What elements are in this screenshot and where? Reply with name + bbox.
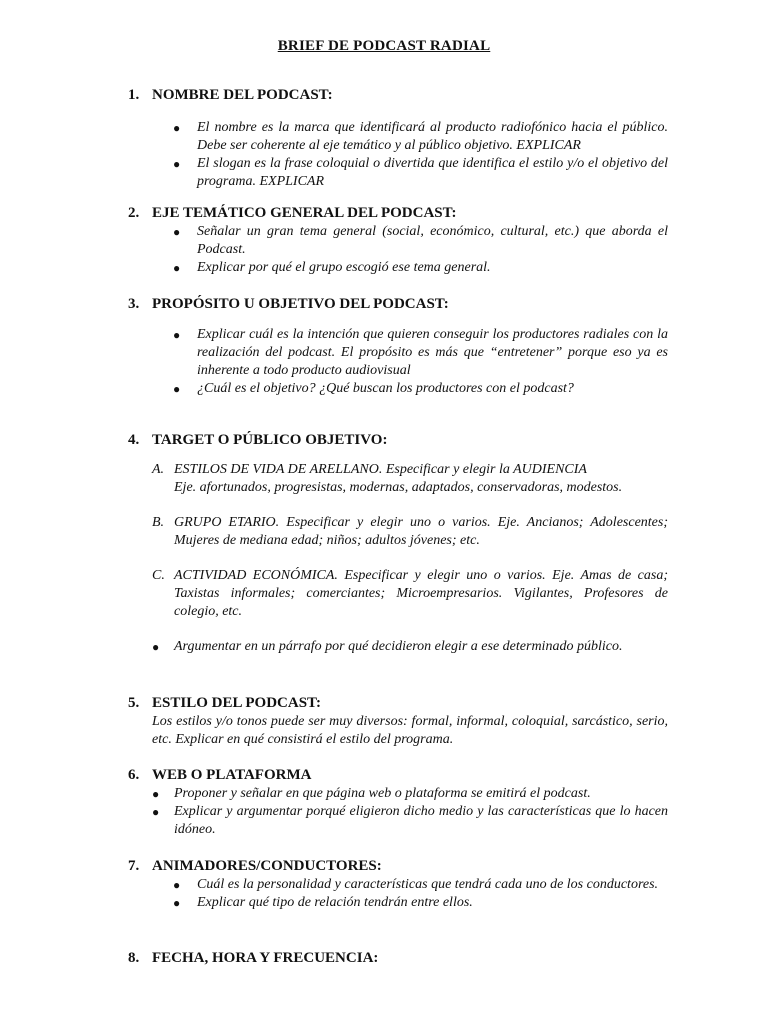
section-heading: 6. WEB O PLATAFORMA: [128, 767, 312, 783]
bullet-item: ● Argumentar en un párrafo por qué decidieron elegir a ese determinado público.: [152, 639, 623, 654]
section-eje-tematico: [128, 204, 668, 277]
bullet-icon: ●: [152, 640, 160, 654]
bullet-icon: ●: [173, 382, 181, 396]
bullet-icon: ●: [173, 328, 181, 342]
bullet-item: ● Cuál es la personalidad y características que tendrá cada uno de los conductores.: [173, 877, 659, 892]
bullet-icon: ●: [152, 787, 160, 801]
bullet-icon: ●: [173, 225, 181, 239]
bullet-icon: ●: [173, 121, 181, 135]
bullet-list: [128, 326, 668, 398]
bullet-icon: ●: [152, 805, 160, 819]
lettered-item-b: B. GRUPO ETARIO. Especificar y elegir uno o varios. Eje. Ancianos; Adolescentes; Mujeres de mediana edad; niños; adultos jóvenes; etc.: [152, 515, 668, 548]
section-heading: 5. ESTILO DEL PODCAST:: [128, 695, 321, 711]
bullet-list: [128, 223, 668, 277]
bullet-item: ● Explicar y argumentar porqué eligieron dicho medio y las características que lo hacen idóneo.: [152, 804, 668, 837]
bullet-item: ● Señalar un gran tema general (social, económico, cultural, etc.) que aborda el Podcast.: [173, 224, 668, 257]
section-nombre: [128, 86, 668, 191]
section-animadores: [128, 857, 668, 912]
bullet-item: ● El nombre es la marca que identificará al producto radiofónico hacia el público. Debe ser coherente al eje temático y al público objetivo. EXPLICAR: [173, 120, 668, 153]
bullet-item: ● ¿Cuál es el objetivo? ¿Qué buscan los productores con el podcast?: [173, 381, 574, 396]
section-heading: 3. PROPÓSITO U OBJETIVO DEL PODCAST:: [128, 296, 449, 312]
section-heading: 8. FECHA, HORA Y FRECUENCIA:: [128, 950, 379, 966]
document-title: BRIEF DE PODCAST RADIAL: [277, 38, 491, 54]
section-web: [128, 766, 668, 839]
section-heading: 1. NOMBRE DEL PODCAST:: [128, 87, 333, 103]
bullet-list: [128, 876, 668, 912]
bullet-item: ● El slogan es la frase coloquial o divertida que identifica el estilo y/o el objetivo del programa. EXPLICAR: [173, 156, 668, 189]
bullet-list: [128, 638, 668, 656]
bullet-icon: ●: [173, 261, 181, 275]
section-fecha: [128, 949, 668, 967]
bullet-list: [128, 119, 668, 191]
section-heading: 7. ANIMADORES/CONDUCTORES:: [128, 858, 382, 874]
bullet-icon: ●: [173, 896, 181, 910]
bullet-list: [128, 785, 668, 839]
bullet-icon: ●: [173, 878, 181, 892]
bullet-item: ● Proponer y señalar en que página web o plataforma se emitirá el podcast.: [152, 786, 591, 801]
bullet-item: ● Explicar cuál es la intención que quieren conseguir los productores radiales con la realización del podcast. El propósito es más que “entretener” porque eso ya es inherente a todo producto audiovisual: [173, 327, 668, 378]
bullet-item: ● Explicar qué tipo de relación tendrán entre ellos.: [173, 895, 473, 910]
section-estilo: [128, 694, 668, 749]
section-heading: 4. TARGET O PÚBLICO OBJETIVO:: [128, 432, 388, 448]
bullet-item: ● Explicar por qué el grupo escogió ese tema general.: [173, 260, 491, 275]
section-proposito: [128, 295, 668, 398]
section-heading: 2. EJE TEMÁTICO GENERAL DEL PODCAST:: [128, 205, 457, 221]
lettered-item-a: A. ESTILOS DE VIDA DE ARELLANO. Especificar y elegir la AUDIENCIA Eje. afortunados, progresistas, modernas, adaptados, conservadoras, modestos.: [152, 462, 623, 495]
bullet-icon: ●: [173, 157, 181, 171]
section-text: Los estilos y/o tonos puede ser muy diversos: formal, informal, coloquial, sarcástico, serio, etc. Explicar en qué consistirá el estilo del programa.: [152, 714, 668, 747]
section-target: [128, 431, 668, 656]
lettered-item-c: C. ACTIVIDAD ECONÓMICA. Especificar y elegir uno o varios. Eje. Amas de casa; Taxistas informales; comerciantes; Microempresarios. Vigilantes, Profesores de colegio, etc.: [152, 568, 668, 619]
